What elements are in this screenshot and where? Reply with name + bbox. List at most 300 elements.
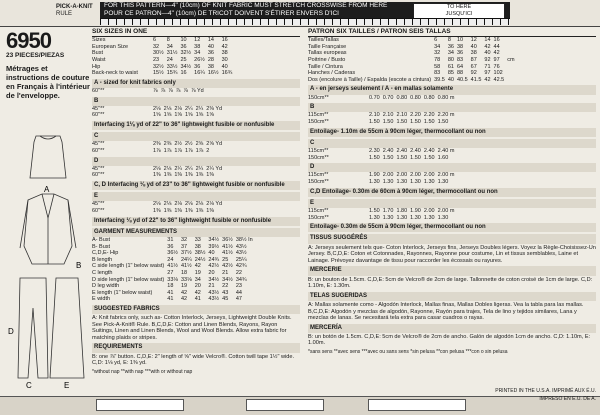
size-row bbox=[92, 70, 235, 77]
garment-cell: 38½ bbox=[194, 250, 206, 257]
en-yardage-cell: 1⅝ bbox=[163, 112, 172, 119]
fr-yardage-cell: 2.00 m bbox=[437, 207, 455, 214]
en-section-title: Interfacing ⅛ yd of 22" to 36" lightweight fusible or nonfusible bbox=[92, 217, 300, 226]
fr-yardage-cell: 0.80 m bbox=[437, 94, 455, 101]
fr-yardage-cell: 1.30 bbox=[423, 178, 435, 185]
fr-yardage-cell: 0.70 bbox=[382, 94, 394, 101]
fr-yardage-cell: 150cm** bbox=[308, 214, 329, 221]
garment-cell: 38 bbox=[194, 243, 201, 250]
fr-yardage-cell: 1.50 bbox=[369, 118, 380, 125]
garment-row bbox=[92, 277, 256, 284]
garment-cell: 27 bbox=[167, 269, 174, 276]
fr-yardage-cell: 1.30 bbox=[396, 214, 408, 221]
taille-cell: 64 bbox=[456, 63, 464, 70]
fr-section-title: D bbox=[308, 163, 596, 172]
footer-logo-box-2 bbox=[246, 399, 324, 411]
garment-cell: 42 bbox=[180, 289, 188, 296]
taille-cell: 32 bbox=[434, 50, 441, 57]
fr-section-table bbox=[308, 208, 457, 221]
size-cell: 34½ bbox=[180, 63, 192, 70]
taille-cell: 10 bbox=[456, 37, 464, 44]
tissus-title: TISSUS SUGGÉRÉS bbox=[308, 234, 596, 243]
garment-measurements-title: GARMENT MEASUREMENTS bbox=[92, 228, 300, 237]
fr-yardage-cell: 0.80 bbox=[396, 94, 408, 101]
en-yardage-cell: 1⅜ bbox=[174, 207, 182, 214]
garment-cell: 41½ bbox=[167, 263, 178, 270]
en-yardage-cell: 1⅞ bbox=[174, 147, 182, 154]
en-yardage-row bbox=[92, 172, 225, 179]
taille-cell: 39.5 bbox=[434, 76, 445, 83]
garment-cell: B- Bust bbox=[92, 243, 111, 250]
fr-yardage-row bbox=[308, 172, 457, 179]
en-yardage-cell: 2⅛ bbox=[163, 165, 172, 172]
fr-yardage-cell: 1.50 bbox=[369, 207, 380, 214]
printed-in: PRINTED IN THE U.S.A. IMPRIMÉ AUX É.U. bbox=[495, 388, 596, 394]
taille-cell: Hanches / Caderas bbox=[308, 70, 356, 77]
pattern-number: 6950 bbox=[6, 28, 51, 53]
garment-cell: 43 bbox=[222, 289, 229, 296]
garment-cell: 34½ bbox=[222, 276, 233, 283]
taille-row bbox=[308, 44, 518, 51]
garment-cell: 41½ bbox=[222, 243, 233, 250]
garment-cell: 18 bbox=[167, 283, 174, 290]
taille-cell: 85 bbox=[447, 70, 454, 77]
en-yardage-cell: 2¼ bbox=[174, 165, 182, 172]
view-label-b: B bbox=[76, 261, 82, 270]
stretch-ruler bbox=[100, 18, 510, 25]
fr-yardage-cell: 1.30 bbox=[437, 214, 449, 221]
en-section-table bbox=[92, 88, 207, 95]
size-cell: 34 bbox=[166, 43, 173, 50]
taille-cell: 71 bbox=[484, 63, 491, 70]
body-measurements-table bbox=[92, 37, 235, 77]
band-line-fr: POUR CE PATRON—4" (10cm) DE TRICOT DOIVENT S'ÉTIRER ENVERS D'ICI bbox=[104, 10, 339, 17]
garment-cell: 41 bbox=[194, 296, 201, 303]
fr-yardage-row bbox=[308, 208, 457, 215]
garment-cell: 31 bbox=[167, 236, 174, 243]
fr-section-title: A - en jerseys seulement / A - en mallas solamente bbox=[308, 85, 596, 94]
fr-yardage-row bbox=[308, 112, 457, 119]
fr-yardage-cell: 2.00 bbox=[382, 172, 394, 179]
en-section-table bbox=[92, 166, 225, 179]
taille-cell: Tallas europeas bbox=[308, 50, 347, 57]
en-yardage-cell: 60"** bbox=[92, 87, 105, 94]
garment-cell: 36 bbox=[167, 243, 174, 250]
size-cell: 28 bbox=[207, 56, 214, 63]
en-section-title: E bbox=[92, 192, 300, 201]
size-cell: Waist bbox=[92, 56, 106, 63]
fr-yardage-cell: 0.70 bbox=[369, 94, 380, 101]
en-yardage-cell: 2⅛ Yd bbox=[206, 201, 223, 208]
fr-yardage-cell: 115cm** bbox=[308, 147, 329, 154]
en-yardage-cell: 1⅜ bbox=[163, 207, 172, 214]
size-cell: 40 bbox=[207, 43, 214, 50]
en-yardage-cell: 1⅝ bbox=[184, 112, 193, 119]
taille-cell: 61 bbox=[447, 63, 454, 70]
garment-cell: 43½ bbox=[235, 243, 247, 250]
garment-cell: 24¾ bbox=[208, 256, 220, 263]
en-yardage-cell: 60"** bbox=[92, 172, 105, 179]
taille-cell: 87 bbox=[470, 56, 477, 63]
taille-cell: 42 bbox=[484, 76, 491, 83]
fr-yardage-row bbox=[308, 179, 457, 186]
taille-cell: 97 bbox=[484, 70, 491, 77]
garment-cell: 24¼ bbox=[180, 256, 192, 263]
suggested-fabrics-title: SUGGESTED FABRICS bbox=[92, 305, 300, 314]
fr-yardage-cell: 1.30 bbox=[369, 178, 380, 185]
taille-cell: 42 bbox=[493, 50, 500, 57]
size-cell: Sizes bbox=[92, 37, 106, 44]
fr-yardage-cell: 1.50 bbox=[382, 118, 394, 125]
taille-cell: 78 bbox=[434, 56, 441, 63]
en-section-table bbox=[92, 106, 225, 119]
garment-cell: A- Bust bbox=[92, 236, 111, 243]
fr-yardage-cell: 2.20 bbox=[423, 112, 435, 119]
taille-row bbox=[308, 37, 518, 44]
size-cell: 15¾ bbox=[166, 70, 178, 77]
jusquici-label: JUSQU'ICI bbox=[445, 11, 473, 17]
nap-footnotes: *without nap **with nap ***with or without nap bbox=[92, 368, 193, 375]
en-yardage-cell: 60"** bbox=[92, 147, 105, 154]
size-cell: European Size bbox=[92, 43, 129, 50]
size-cell: 31½ bbox=[166, 50, 178, 57]
size-cell: 32½ bbox=[180, 50, 192, 57]
taille-cell: 42 bbox=[484, 43, 491, 50]
view-label-a: A bbox=[44, 185, 50, 194]
garment-cell: D side length (1" below waist) bbox=[92, 276, 165, 283]
fr-yardage-cell: 2.40 bbox=[423, 147, 435, 154]
fr-yardage-cell: 1.30 bbox=[410, 214, 421, 221]
size-cell: Back-neck to waist bbox=[92, 70, 138, 77]
en-yardage-cell: 1⅞ bbox=[163, 147, 172, 154]
en-yardage-cell: 1⅜ bbox=[195, 172, 204, 179]
fr-yardage-cell: 1.50 bbox=[396, 154, 408, 161]
garment-cell: 33 bbox=[194, 236, 201, 243]
garment-cell: 39½ bbox=[208, 243, 220, 250]
taille-cell: 40.5 bbox=[456, 76, 468, 83]
garment-measurements-table bbox=[92, 237, 256, 303]
garment-row bbox=[92, 263, 256, 270]
size-cell: 32 bbox=[153, 43, 160, 50]
en-yardage-cell: 1⅞ bbox=[153, 147, 161, 154]
fr-yardage-cell: 2.40 bbox=[382, 147, 394, 154]
fr-yardage-cell: 2.00 bbox=[423, 172, 435, 179]
en-yardage-cell: 2⅛ bbox=[174, 201, 182, 208]
taille-row bbox=[308, 77, 518, 84]
garment-cell: 34 bbox=[194, 276, 201, 283]
taille-cell: 14 bbox=[484, 37, 491, 44]
size-cell: 14 bbox=[207, 37, 214, 44]
size-cell: 33½ bbox=[166, 63, 178, 70]
en-yardage-cell: 1⅜ bbox=[206, 172, 214, 179]
taille-cell: 36 bbox=[456, 50, 464, 57]
size-row bbox=[92, 37, 235, 44]
fr-section-title: E bbox=[308, 199, 596, 208]
garment-cell: 22 bbox=[222, 283, 229, 290]
garment-row bbox=[92, 296, 256, 303]
en-yardage-cell: 2⅛ bbox=[195, 201, 204, 208]
size-cell: 24 bbox=[166, 56, 173, 63]
garment-cell: 43½ bbox=[235, 250, 247, 257]
en-yardage-cell: 1⅝ bbox=[195, 112, 204, 119]
garment-cell: 42 bbox=[194, 289, 201, 296]
fr-yardage-cell: 2.10 bbox=[382, 112, 394, 119]
en-section-title: D bbox=[92, 157, 300, 166]
fr-yardage-cell: 2.00 bbox=[396, 172, 408, 179]
en-yardage-cell: 45"** bbox=[92, 165, 105, 172]
en-yardage-cell: 2⅛ bbox=[153, 105, 161, 112]
fr-yardage-row bbox=[308, 215, 457, 222]
mercerie-text: B: un bouton de 1.5cm. C,D,E: 5cm de Velcro® de 2cm de large. Tallonnette de coton croisé de 1cm de large. C,D: 1.10m, E: 1.30m. bbox=[308, 276, 593, 290]
en-yardage-cell: 1⅝ bbox=[153, 112, 161, 119]
garment-cell: 34½ bbox=[208, 236, 220, 243]
fr-yardage-cell: 150cm** bbox=[308, 178, 329, 185]
taille-cell: 76 bbox=[493, 63, 500, 70]
en-yardage-cell: 1⅞ bbox=[184, 147, 193, 154]
garment-cell: C length bbox=[92, 269, 113, 276]
pieces-count: 23 PIECES/PIEZAS bbox=[6, 52, 65, 59]
tailles-title: PATRON SIX TAILLES / PATRON SEIS TALLAS bbox=[308, 28, 596, 37]
garment-cell: 24 bbox=[167, 256, 174, 263]
fr-section-title: C bbox=[308, 139, 596, 148]
garment-cell: B length bbox=[92, 256, 113, 263]
en-yardage-cell: 2½ bbox=[174, 141, 182, 148]
en-yardage-cell: 2⅛ bbox=[174, 105, 182, 112]
en-yardage-row bbox=[92, 141, 225, 148]
fr-yardage-cell: 115cm** bbox=[308, 207, 329, 214]
taille-cell: 38 bbox=[456, 43, 464, 50]
garment-cell: 34¾ bbox=[235, 276, 247, 283]
fr-yardage-cell: 2.40 m bbox=[437, 147, 455, 154]
taille-cell: 38 bbox=[470, 50, 477, 57]
garment-cell: 24½ bbox=[194, 256, 206, 263]
size-cell: 16¾ bbox=[221, 70, 233, 77]
fr-section-table bbox=[308, 172, 457, 185]
garment-cell: 25¼ bbox=[235, 256, 247, 263]
fr-section-title: C,D Entoilage- 0.30m de 60cm à 90cm léger, thermocollant ou non bbox=[308, 188, 596, 197]
en-yardage-cell: 1⅝ bbox=[206, 112, 214, 119]
taille-cell: 83 bbox=[456, 56, 464, 63]
view-e-skirt-sketch bbox=[50, 278, 84, 378]
merceria-text: B: un botón de 1.5cm. C,D,E: 5cm de Velcro® de 2cm de ancho. Galón de algodón 1cm de ancho. C,D: 1.10m, E: 1.00m. bbox=[308, 333, 591, 347]
en-yardage-row bbox=[92, 166, 225, 173]
en-section-title: Interfacing 1⅛ yd of 22" to 36" lightweight fusible or nonfusible bbox=[92, 121, 300, 130]
taille-cell: 58 bbox=[434, 63, 441, 70]
fr-yardage-cell: 1.30 bbox=[410, 178, 421, 185]
garment-cell: 19 bbox=[180, 283, 188, 290]
garment-cell: 40 bbox=[208, 250, 215, 257]
fr-yardage-cell: 1.50 bbox=[410, 154, 421, 161]
taille-row bbox=[308, 70, 518, 77]
taille-cell: 36 bbox=[447, 43, 454, 50]
garment-cell: 36½ bbox=[167, 250, 178, 257]
taille-cell: Taille / Cintura bbox=[308, 63, 343, 70]
en-yardage-cell: 2⅛ bbox=[153, 201, 161, 208]
fr-yardage-cell: 1.60 bbox=[437, 154, 449, 161]
garment-cell: D leg width bbox=[92, 283, 120, 290]
size-cell: Hip bbox=[92, 63, 101, 70]
garment-cell: 42 bbox=[180, 296, 188, 303]
fr-yardage-cell: 1.90 bbox=[410, 207, 421, 214]
size-cell: 6 bbox=[153, 37, 157, 44]
fr-yardage-cell: 150cm** bbox=[308, 118, 329, 125]
size-cell: 30½ bbox=[153, 50, 164, 57]
size-cell: 36 bbox=[194, 63, 201, 70]
en-yardage-cell: 2 bbox=[206, 147, 210, 154]
garment-cell: 20 bbox=[194, 283, 201, 290]
garment-cell: 36½ bbox=[222, 236, 233, 243]
garment-cell: 32 bbox=[180, 236, 188, 243]
garment-cell: 19 bbox=[194, 269, 201, 276]
en-yardage-cell: 45"** bbox=[92, 105, 105, 112]
garment-cell: 18 bbox=[180, 269, 188, 276]
taille-cell: 16 bbox=[493, 37, 500, 44]
garment-cell: 41½ bbox=[222, 250, 233, 257]
footer-logo-box-1 bbox=[96, 399, 184, 411]
size-cell: 38 bbox=[194, 43, 201, 50]
fr-yardage-cell: 1.50 bbox=[423, 154, 435, 161]
fr-yardage-cell: 0.80 bbox=[423, 94, 435, 101]
fr-yardage-cell: 1.50 bbox=[382, 154, 394, 161]
en-yardage-cell: 2½ bbox=[184, 141, 193, 148]
taille-row bbox=[308, 64, 518, 71]
size-cell: 16 bbox=[180, 70, 187, 77]
fr-yardage-cell: 2.40 bbox=[396, 147, 408, 154]
taille-cell: 92 bbox=[484, 56, 491, 63]
size-cell: 38 bbox=[207, 63, 214, 70]
fr-yardage-cell: 1.30 bbox=[382, 178, 394, 185]
fr-yardage-cell: 1.30 bbox=[396, 178, 408, 185]
garment-cell: 42¾ bbox=[235, 263, 247, 270]
garment-cell: E width bbox=[92, 296, 111, 303]
en-yardage-cell: ⅞ bbox=[168, 87, 173, 94]
en-yardage-cell: ⅞ Yd bbox=[190, 87, 204, 94]
fr-yardage-cell: 2.00 m bbox=[437, 172, 455, 179]
garment-cell: 33⅛ bbox=[180, 276, 192, 283]
size-cell: 8 bbox=[166, 37, 170, 44]
en-yardage-cell: 2⅜ bbox=[153, 141, 161, 148]
fr-section-table bbox=[308, 148, 457, 161]
fr-yardage-cell: 1.30 bbox=[423, 214, 435, 221]
fr-yardage-cell: 2.20 m bbox=[437, 112, 455, 119]
telas-title: TELAS SUGERIDAS bbox=[308, 292, 596, 301]
metrage-sections bbox=[308, 85, 596, 232]
en-section-table bbox=[92, 201, 225, 214]
pick-label: PICK-A-KNIT bbox=[56, 4, 93, 10]
fr-yardage-cell: 1.50 bbox=[396, 118, 408, 125]
en-yardage-cell: 2⅛ bbox=[184, 201, 193, 208]
taille-cell: Poitrine / Busto bbox=[308, 56, 346, 63]
mercerie-title: MERCERIE bbox=[308, 266, 596, 275]
fr-yardage-cell: 1.50 bbox=[423, 118, 435, 125]
view-label-c: C bbox=[26, 381, 32, 390]
to-here-box bbox=[413, 3, 505, 19]
garment-cell: 41 bbox=[167, 289, 174, 296]
tissus-text: A: Jerseys seulement tels que- Coton Interlock, Jerseys fins, Jerseys Doubles légers. Voyez la Règle-Choisissez-Un Jersey. B,C,D,E: Coton et Cotonnades, Rayonnes, Rayonne pour costume, Lin et tissus semblables, Laine et Lainage. Prévoyez davantage de tissu pour raccorder les écossais ou rayures. bbox=[308, 244, 596, 264]
en-yardage-row bbox=[92, 148, 225, 155]
taille-cell: 67 bbox=[470, 63, 477, 70]
fr-yardage-cell: 2.20 bbox=[410, 112, 421, 119]
garment-cell: 33⅛ bbox=[167, 276, 178, 283]
fr-yardage-cell: 2.40 bbox=[410, 147, 421, 154]
taille-cell: 34 bbox=[447, 50, 454, 57]
en-yardage-cell: 2⅛ bbox=[163, 105, 172, 112]
size-cell: 42 bbox=[221, 43, 228, 50]
taille-cell: 102 bbox=[493, 70, 503, 77]
en-yardage-cell: ⅞ bbox=[160, 87, 166, 94]
size-cell: 15½ bbox=[153, 70, 164, 77]
fr-section-table bbox=[308, 95, 457, 102]
view-a-top-sketch bbox=[30, 136, 66, 178]
taille-cell: cm bbox=[507, 56, 515, 63]
fr-yardage-cell: 1.70 bbox=[382, 207, 394, 214]
fr-yardage-cell: 2.00 bbox=[410, 172, 421, 179]
fr-yardage-cell: 150cm** bbox=[308, 94, 329, 101]
fr-yardage-cell: 1.50 bbox=[437, 118, 449, 125]
en-yardage-row bbox=[92, 208, 225, 215]
fr-yardage-cell: 1.90 bbox=[369, 172, 380, 179]
en-yardage-cell: 2¼ bbox=[184, 105, 193, 112]
garment-cell: 22 bbox=[235, 269, 242, 276]
sens-footnotes: *sans sens **avec sens ***avec ou sans sens *sin pelusa **con pelusa ***con o sin pelusa bbox=[308, 349, 508, 356]
en-yardage-cell: 1⅜ bbox=[163, 172, 172, 179]
en-yardage-cell: 1⅜ bbox=[184, 172, 193, 179]
en-section-title: A - sized for knit fabrics only bbox=[92, 79, 300, 88]
fr-yardage-cell: 2.10 bbox=[396, 112, 408, 119]
taille-cell: 97 bbox=[493, 56, 500, 63]
fr-section-title: Entoilage- 0.30m de 55cm à 90cm léger, thermocollant ou non bbox=[308, 223, 596, 232]
taille-cell: 8 bbox=[447, 37, 451, 44]
size-cell: 34 bbox=[194, 50, 201, 57]
fr-yardage-cell: 1.30 bbox=[382, 214, 394, 221]
view-label-e: E bbox=[64, 381, 70, 390]
garment-cell: 38½ In bbox=[235, 236, 253, 243]
rule-label: RULE bbox=[56, 11, 73, 17]
fr-yardage-row bbox=[308, 148, 457, 155]
garment-cell: 34½ bbox=[208, 276, 220, 283]
fr-yardage-cell: 2.30 bbox=[369, 147, 380, 154]
size-cell: Bust bbox=[92, 50, 104, 57]
taille-cell: 88 bbox=[456, 70, 464, 77]
garment-cell: 41 bbox=[167, 296, 174, 303]
garment-cell: 47 bbox=[235, 296, 242, 303]
garment-row bbox=[92, 290, 256, 297]
en-yardage-cell: 60"** bbox=[92, 112, 105, 119]
to-here-label: TO HERE bbox=[446, 4, 472, 10]
fr-yardage-cell: 2.00 bbox=[423, 207, 435, 214]
garment-row bbox=[92, 237, 256, 244]
french-note: Métrages et instructions de couture en Français à l'intérieur de l'enveloppe. bbox=[6, 64, 90, 100]
en-yardage-row bbox=[92, 112, 225, 119]
band-line-en: FOR THIS PATTERN—4" (10cm) OF KNIT FABRIC MUST STRETCH CROSSWISE FROM HERE bbox=[104, 2, 388, 9]
taille-cell: 40 bbox=[470, 43, 477, 50]
en-yardage-cell: 1⅜ bbox=[195, 207, 204, 214]
taille-cell: 80 bbox=[447, 56, 454, 63]
garment-cell: 21 bbox=[222, 269, 229, 276]
en-yardage-cell: 2¼ bbox=[195, 165, 204, 172]
en-yardage-cell: 1⅝ bbox=[174, 112, 182, 119]
suggested-fabrics-text: A: Knit fabrics only, such as- Cotton Interlock, Jerseys, Lightweight Double Knits. See Pick-A-Knit® Rule. B,C,D,E: Cotton and Linen Blends, Rayons, Rayon Suitings, Linen and Linen Blends, Wool and Wool Blends. Allow extra fabric for matching plaids or stripes. bbox=[92, 315, 292, 341]
en-yardage-row bbox=[92, 106, 225, 113]
footer-logo-box-3 bbox=[368, 399, 466, 411]
fr-yardage-row bbox=[308, 95, 457, 102]
en-yardage-cell: 2¼ Yd bbox=[206, 165, 223, 172]
garment-row bbox=[92, 250, 256, 257]
taille-cell: 40 bbox=[447, 76, 454, 83]
size-row bbox=[92, 57, 235, 64]
en-yardage-cell: 1⅜ bbox=[184, 207, 193, 214]
view-c-pants-sketch bbox=[18, 278, 48, 378]
